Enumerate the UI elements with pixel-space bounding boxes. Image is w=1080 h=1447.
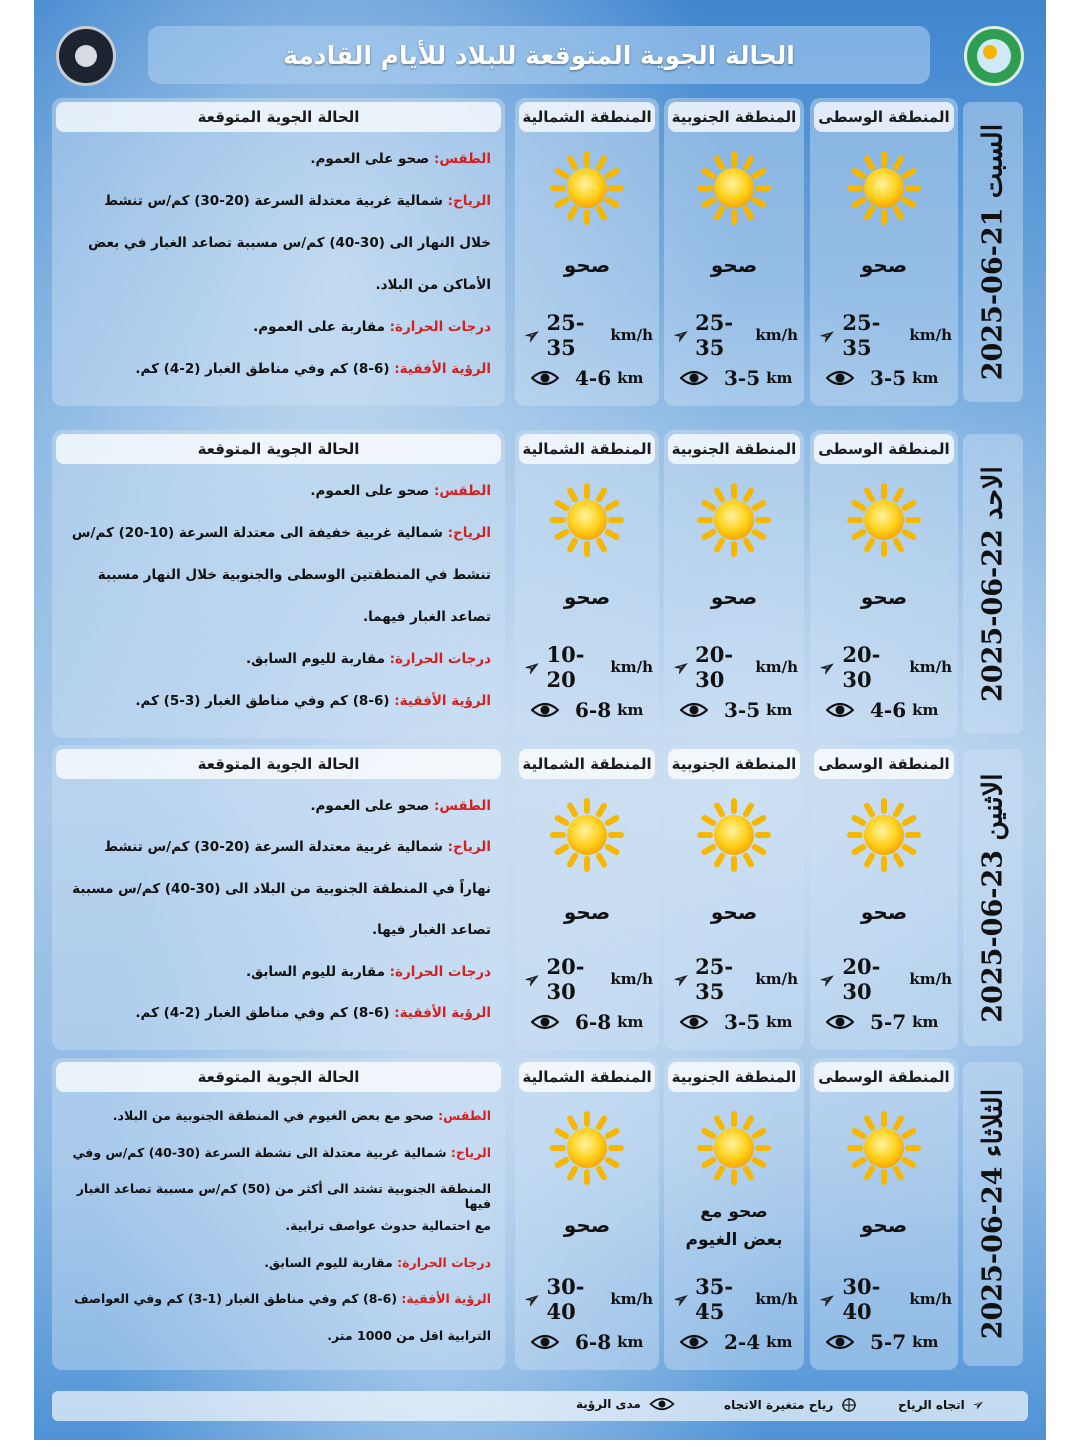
visibility-value: 5-7: [870, 1330, 907, 1354]
wind-unit: km/h: [755, 658, 798, 676]
sun-icon-wrap: [810, 795, 958, 875]
description-text: شمالية غربية خفيفة الى معتدلة السرعة (10-20) كم/س: [71, 525, 448, 541]
page-title: الحالة الجوية المتوقعة للبلاد للأيام القادمة: [283, 40, 795, 70]
description-text: شمالية غربية معتدلة السرعة (20-30) كم/س تنشط: [104, 193, 448, 209]
description-text: مقاربة على العموم.: [253, 319, 390, 335]
day-date: 2025-06-23 الاثنين: [977, 772, 1009, 1023]
date-panel: [963, 749, 1023, 1046]
region-title-central: المنطقة الوسطى: [814, 1062, 954, 1092]
wind-speed: [815, 1274, 952, 1324]
condition-text: صحو: [563, 253, 611, 277]
region-panel-southern: [664, 98, 804, 406]
description-text: صحو على العموم.: [310, 151, 434, 167]
wind-unit: km/h: [610, 1290, 653, 1308]
condition-text: صحو: [860, 585, 908, 609]
forecast-description-panel: [52, 1058, 505, 1370]
region-panel-central: [810, 98, 958, 406]
wind-speed: [815, 310, 952, 360]
wind-speed: [815, 642, 952, 692]
condition-text: صحو: [710, 253, 758, 277]
legend-wind-dir: [898, 1395, 989, 1415]
wind-arrow-icon: ➢: [669, 966, 694, 992]
description-label: الرؤية الأفقية:: [401, 1291, 491, 1306]
description-label: درجات الحرارة:: [389, 651, 491, 667]
description-line: [66, 483, 491, 499]
day-date: 2025-06-21 السبت: [977, 123, 1009, 381]
day-block: [34, 1058, 1046, 1370]
sun-icon: [844, 148, 924, 228]
visibility-unit: km: [617, 369, 644, 387]
region-title-southern: المنطقة الجنوبية: [668, 102, 800, 132]
date-panel: [963, 102, 1023, 402]
wind-value: 20-30: [546, 954, 585, 1004]
variable-wind-icon: [841, 1397, 857, 1413]
description-text: (6-8) كم وفي مناطق الغبار (3-5) كم.: [135, 693, 395, 709]
wind-speed: [520, 954, 653, 1004]
description-line: [66, 319, 491, 335]
sun-icon: [547, 1108, 627, 1188]
wind-speed: [669, 1274, 798, 1324]
description-text: نهاراً في المنطقة الجنوبية من البلاد الى (30-40) كم/س مسببة: [72, 881, 491, 897]
description-text: مقاربة لليوم السابق.: [246, 651, 390, 667]
description-label: الطقس:: [438, 1108, 491, 1123]
wind-value: 25-35: [546, 310, 585, 360]
wind-speed: [669, 310, 798, 360]
region-title-southern: المنطقة الجنوبية: [668, 1062, 800, 1092]
wind-value: 30-40: [842, 1274, 881, 1324]
visibility-range: [826, 698, 952, 722]
visibility-unit: km: [912, 1013, 939, 1031]
description-label: درجات الحرارة:: [389, 964, 491, 980]
description-line: [66, 1145, 491, 1160]
eye-icon: [680, 370, 708, 386]
sun-icon-wrap: [664, 1108, 804, 1188]
meteorology-logo-left: [56, 26, 116, 86]
sun-icon: [694, 480, 774, 560]
wind-unit: km/h: [909, 658, 952, 676]
condition-text: صحو مع بعض الغيوم: [685, 1202, 783, 1250]
visibility-value: 6-8: [575, 698, 612, 722]
description-label: الطقس:: [433, 151, 491, 167]
wind-unit: km/h: [610, 326, 653, 344]
day-block: [34, 98, 1046, 406]
visibility-value: 3-5: [724, 1010, 761, 1034]
wind-arrow-icon: ➢: [969, 1395, 989, 1415]
visibility-range: [680, 698, 798, 722]
description-line: [66, 1328, 491, 1343]
title-bar: [148, 26, 930, 84]
eye-icon: [531, 702, 559, 718]
legend-visibility-label: مدى الرؤية: [576, 1397, 641, 1411]
legend-wind-dir-label: اتجاه الرياح: [898, 1398, 965, 1412]
region-panel-southern: [664, 1058, 804, 1370]
description-label: الرؤية الأفقية:: [394, 1005, 491, 1021]
visibility-value: 6-8: [575, 1330, 612, 1354]
description-text: المنطقة الجنوبية تشتد الى أكثر من (50) كم/س مسببة تصاعد الغبار فيها: [76, 1181, 491, 1211]
description-line: [66, 881, 491, 897]
visibility-unit: km: [766, 369, 793, 387]
wind-value: 25-35: [695, 954, 734, 1004]
description-text: تصاعد الغبار فيهما.: [362, 609, 491, 625]
visibility-value: 3-5: [724, 366, 761, 390]
sun-icon-wrap: [515, 795, 659, 875]
region-panel-southern: [664, 430, 804, 738]
description-text: الترابية اقل من 1000 متر.: [327, 1328, 491, 1343]
wind-value: 20-30: [695, 642, 734, 692]
wind-arrow-icon: ➢: [520, 966, 545, 993]
region-panel-central: [810, 745, 958, 1050]
region-title-northern: المنطقة الشمالية: [519, 434, 655, 464]
visibility-range: [680, 366, 798, 390]
description-line: [66, 1291, 491, 1306]
eye-icon: [680, 702, 708, 718]
date-panel: [963, 434, 1023, 734]
visibility-range: [680, 1330, 798, 1354]
visibility-range: [531, 1010, 653, 1034]
description-line: [66, 1255, 491, 1270]
wind-speed: [520, 642, 653, 692]
wind-arrow-icon: ➢: [520, 1286, 545, 1313]
condition-text: صحو: [710, 900, 758, 924]
wind-speed: [520, 1274, 653, 1324]
description-text: تنشط في المنطقتين الوسطى والجنوبية خلال النهار مسببة: [97, 567, 491, 583]
visibility-unit: km: [766, 1333, 793, 1351]
description-text: صحو على العموم.: [310, 798, 434, 814]
wind-speed: [815, 954, 952, 1004]
day-block: [34, 745, 1046, 1050]
visibility-value: 2-4: [724, 1330, 761, 1354]
forecast-page: [34, 0, 1046, 1440]
visibility-value: 3-5: [724, 698, 761, 722]
wind-value: 35-45: [695, 1274, 734, 1324]
wind-speed: [669, 954, 798, 1004]
sun-icon: [694, 148, 774, 228]
condition-text: صحو: [860, 1213, 908, 1237]
wind-speed: [520, 310, 653, 360]
description-line: [66, 277, 491, 293]
description-line: [66, 609, 491, 625]
visibility-unit: km: [912, 701, 939, 719]
description-text: مع احتمالية حدوث عواصف ترابية.: [285, 1218, 491, 1233]
forecast-description-panel: [52, 745, 505, 1050]
wind-value: 20-30: [842, 954, 881, 1004]
region-title-northern: المنطقة الشمالية: [519, 102, 655, 132]
visibility-value: 3-5: [870, 366, 907, 390]
visibility-range: [826, 366, 952, 390]
region-panel-central: [810, 430, 958, 738]
wind-arrow-icon: ➢: [520, 322, 545, 349]
wind-unit: km/h: [909, 1290, 952, 1308]
description-text: خلال النهار الى (30-40) كم/س مسببة تصاعد الغبار في بعض: [88, 235, 491, 251]
forecast-description-title: الحالة الجوية المتوقعة: [56, 749, 501, 779]
description-label: الرياح:: [450, 1145, 491, 1160]
wind-arrow-icon: ➢: [815, 966, 840, 993]
region-title-southern: المنطقة الجنوبية: [668, 434, 800, 464]
condition-text: صحو: [563, 900, 611, 924]
wind-value: 20-30: [842, 642, 881, 692]
visibility-unit: km: [766, 1013, 793, 1031]
description-label: درجات الحرارة:: [397, 1255, 491, 1270]
visibility-range: [826, 1010, 952, 1034]
visibility-range: [531, 366, 653, 390]
condition-text: صحو: [563, 1213, 611, 1237]
eye-icon: [531, 1014, 559, 1030]
wind-arrow-icon: ➢: [815, 654, 840, 681]
wind-arrow-icon: ➢: [815, 1286, 840, 1313]
wind-arrow-icon: ➢: [815, 322, 840, 349]
description-text: صحو على العموم.: [310, 483, 434, 499]
description-text: (6-8) كم وفي مناطق الغبار (1-3) كم وفي العواصف: [74, 1291, 402, 1306]
description-text: شمالية غربية معتدلة الى نشطة السرعة (30-40) كم/س وفي: [72, 1145, 451, 1160]
visibility-unit: km: [617, 1013, 644, 1031]
eye-icon: [826, 370, 854, 386]
sun-icon: [547, 480, 627, 560]
region-panel-southern: [664, 745, 804, 1050]
wind-arrow-icon: ➢: [669, 322, 694, 348]
description-line: [66, 235, 491, 251]
wind-unit: km/h: [755, 326, 798, 344]
description-label: الرياح:: [447, 525, 491, 541]
visibility-unit: km: [766, 701, 793, 719]
sun-icon-wrap: [810, 480, 958, 560]
description-text: مقاربة لليوم السابق.: [264, 1255, 398, 1270]
legend-variable: [724, 1397, 857, 1413]
region-panel-northern: [515, 98, 659, 406]
visibility-value: 4-6: [870, 698, 907, 722]
description-label: الرؤية الأفقية:: [394, 361, 491, 377]
visibility-range: [680, 1010, 798, 1034]
description-line: [66, 567, 491, 583]
description-text: مقاربة لليوم السابق.: [246, 964, 390, 980]
region-title-southern: المنطقة الجنوبية: [668, 749, 800, 779]
sun-icon-wrap: [664, 795, 804, 875]
description-line: [66, 193, 491, 209]
wind-arrow-icon: ➢: [669, 1286, 694, 1312]
authority-logo-right: [964, 26, 1024, 86]
day-block: [34, 430, 1046, 738]
date-panel: [963, 1062, 1023, 1366]
visibility-unit: km: [617, 701, 644, 719]
sun-icon: [694, 1108, 774, 1188]
sun-icon-wrap: [810, 1108, 958, 1188]
forecast-description-title: الحالة الجوية المتوقعة: [56, 1062, 501, 1092]
eye-icon: [649, 1397, 675, 1411]
wind-value: 10-20: [546, 642, 585, 692]
wind-value: 25-35: [842, 310, 881, 360]
visibility-range: [531, 1330, 653, 1354]
visibility-value: 6-8: [575, 1010, 612, 1034]
day-date: 2025-06-22 الاحد: [977, 466, 1009, 702]
description-line: [66, 693, 491, 709]
sun-icon-wrap: [664, 148, 804, 228]
forecast-description-title: الحالة الجوية المتوقعة: [56, 434, 501, 464]
forecast-description-panel: [52, 430, 505, 738]
wind-unit: km/h: [610, 658, 653, 676]
region-title-central: المنطقة الوسطى: [814, 102, 954, 132]
description-line: [66, 798, 491, 814]
description-line: [66, 922, 491, 938]
sun-icon: [844, 480, 924, 560]
description-line: [66, 1108, 491, 1123]
sun-icon: [694, 795, 774, 875]
visibility-range: [531, 698, 653, 722]
condition-text: صحو: [860, 900, 908, 924]
description-line: [66, 1181, 491, 1211]
region-title-central: المنطقة الوسطى: [814, 434, 954, 464]
eye-icon: [531, 370, 559, 386]
day-date: 2025-06-24 الثلاثاء: [977, 1088, 1009, 1340]
description-text: الأماكن من البلاد.: [375, 277, 491, 293]
description-line: [66, 151, 491, 167]
description-text: (6-8) كم وفي مناطق الغبار (2-4) كم.: [135, 1005, 395, 1021]
visibility-range: [826, 1330, 952, 1354]
sun-icon-wrap: [515, 480, 659, 560]
visibility-unit: km: [617, 1333, 644, 1351]
description-label: الرياح:: [447, 193, 491, 209]
sun-icon: [844, 795, 924, 875]
condition-text: صحو: [860, 253, 908, 277]
eye-icon: [826, 702, 854, 718]
description-text: (6-8) كم وفي مناطق الغبار (2-4) كم.: [135, 361, 395, 377]
description-line: [66, 651, 491, 667]
condition-text: صحو: [563, 585, 611, 609]
region-title-central: المنطقة الوسطى: [814, 749, 954, 779]
sun-icon-wrap: [810, 148, 958, 228]
sun-icon: [844, 1108, 924, 1188]
sun-icon-wrap: [515, 148, 659, 228]
region-title-northern: المنطقة الشمالية: [519, 749, 655, 779]
forecast-description-panel: [52, 98, 505, 406]
sun-icon: [547, 148, 627, 228]
eye-icon: [680, 1334, 708, 1350]
wind-unit: km/h: [755, 1290, 798, 1308]
wind-arrow-icon: ➢: [669, 654, 694, 680]
description-label: الرؤية الأفقية:: [394, 693, 491, 709]
region-title-northern: المنطقة الشمالية: [519, 1062, 655, 1092]
description-text: شمالية غربية معتدلة السرعة (20-30) كم/س تنشط: [104, 839, 448, 855]
wind-unit: km/h: [909, 970, 952, 988]
condition-text: صحو: [710, 585, 758, 609]
description-line: [66, 1005, 491, 1021]
wind-unit: km/h: [755, 970, 798, 988]
visibility-value: 5-7: [870, 1010, 907, 1034]
region-panel-northern: [515, 430, 659, 738]
region-panel-northern: [515, 745, 659, 1050]
legend: [52, 1391, 1028, 1421]
description-text: تصاعد الغبار فيها.: [372, 922, 491, 938]
wind-value: 25-35: [695, 310, 734, 360]
eye-icon: [826, 1334, 854, 1350]
sun-icon: [547, 795, 627, 875]
description-line: [66, 525, 491, 541]
legend-visibility: [576, 1397, 675, 1411]
visibility-unit: km: [912, 1333, 939, 1351]
description-text: صحو مع بعض الغيوم في المنطقة الجنوبية من البلاد.: [112, 1108, 439, 1123]
description-line: [66, 964, 491, 980]
forecast-description-title: الحالة الجوية المتوقعة: [56, 102, 501, 132]
description-label: الطقس:: [433, 483, 491, 499]
wind-value: 30-40: [546, 1274, 585, 1324]
visibility-unit: km: [912, 369, 939, 387]
wind-unit: km/h: [909, 326, 952, 344]
visibility-value: 4-6: [575, 366, 612, 390]
description-label: الطقس:: [433, 798, 491, 814]
description-label: الرياح:: [447, 839, 491, 855]
eye-icon: [826, 1014, 854, 1030]
description-label: درجات الحرارة:: [389, 319, 491, 335]
legend-variable-label: رياح متغيرة الاتجاه: [724, 1398, 834, 1412]
wind-speed: [669, 642, 798, 692]
eye-icon: [531, 1334, 559, 1350]
wind-unit: km/h: [610, 970, 653, 988]
description-line: [66, 1218, 491, 1233]
sun-icon-wrap: [515, 1108, 659, 1188]
region-panel-northern: [515, 1058, 659, 1370]
description-line: [66, 361, 491, 377]
region-panel-central: [810, 1058, 958, 1370]
description-line: [66, 839, 491, 855]
sun-icon-wrap: [664, 480, 804, 560]
wind-arrow-icon: ➢: [520, 654, 545, 681]
eye-icon: [680, 1014, 708, 1030]
